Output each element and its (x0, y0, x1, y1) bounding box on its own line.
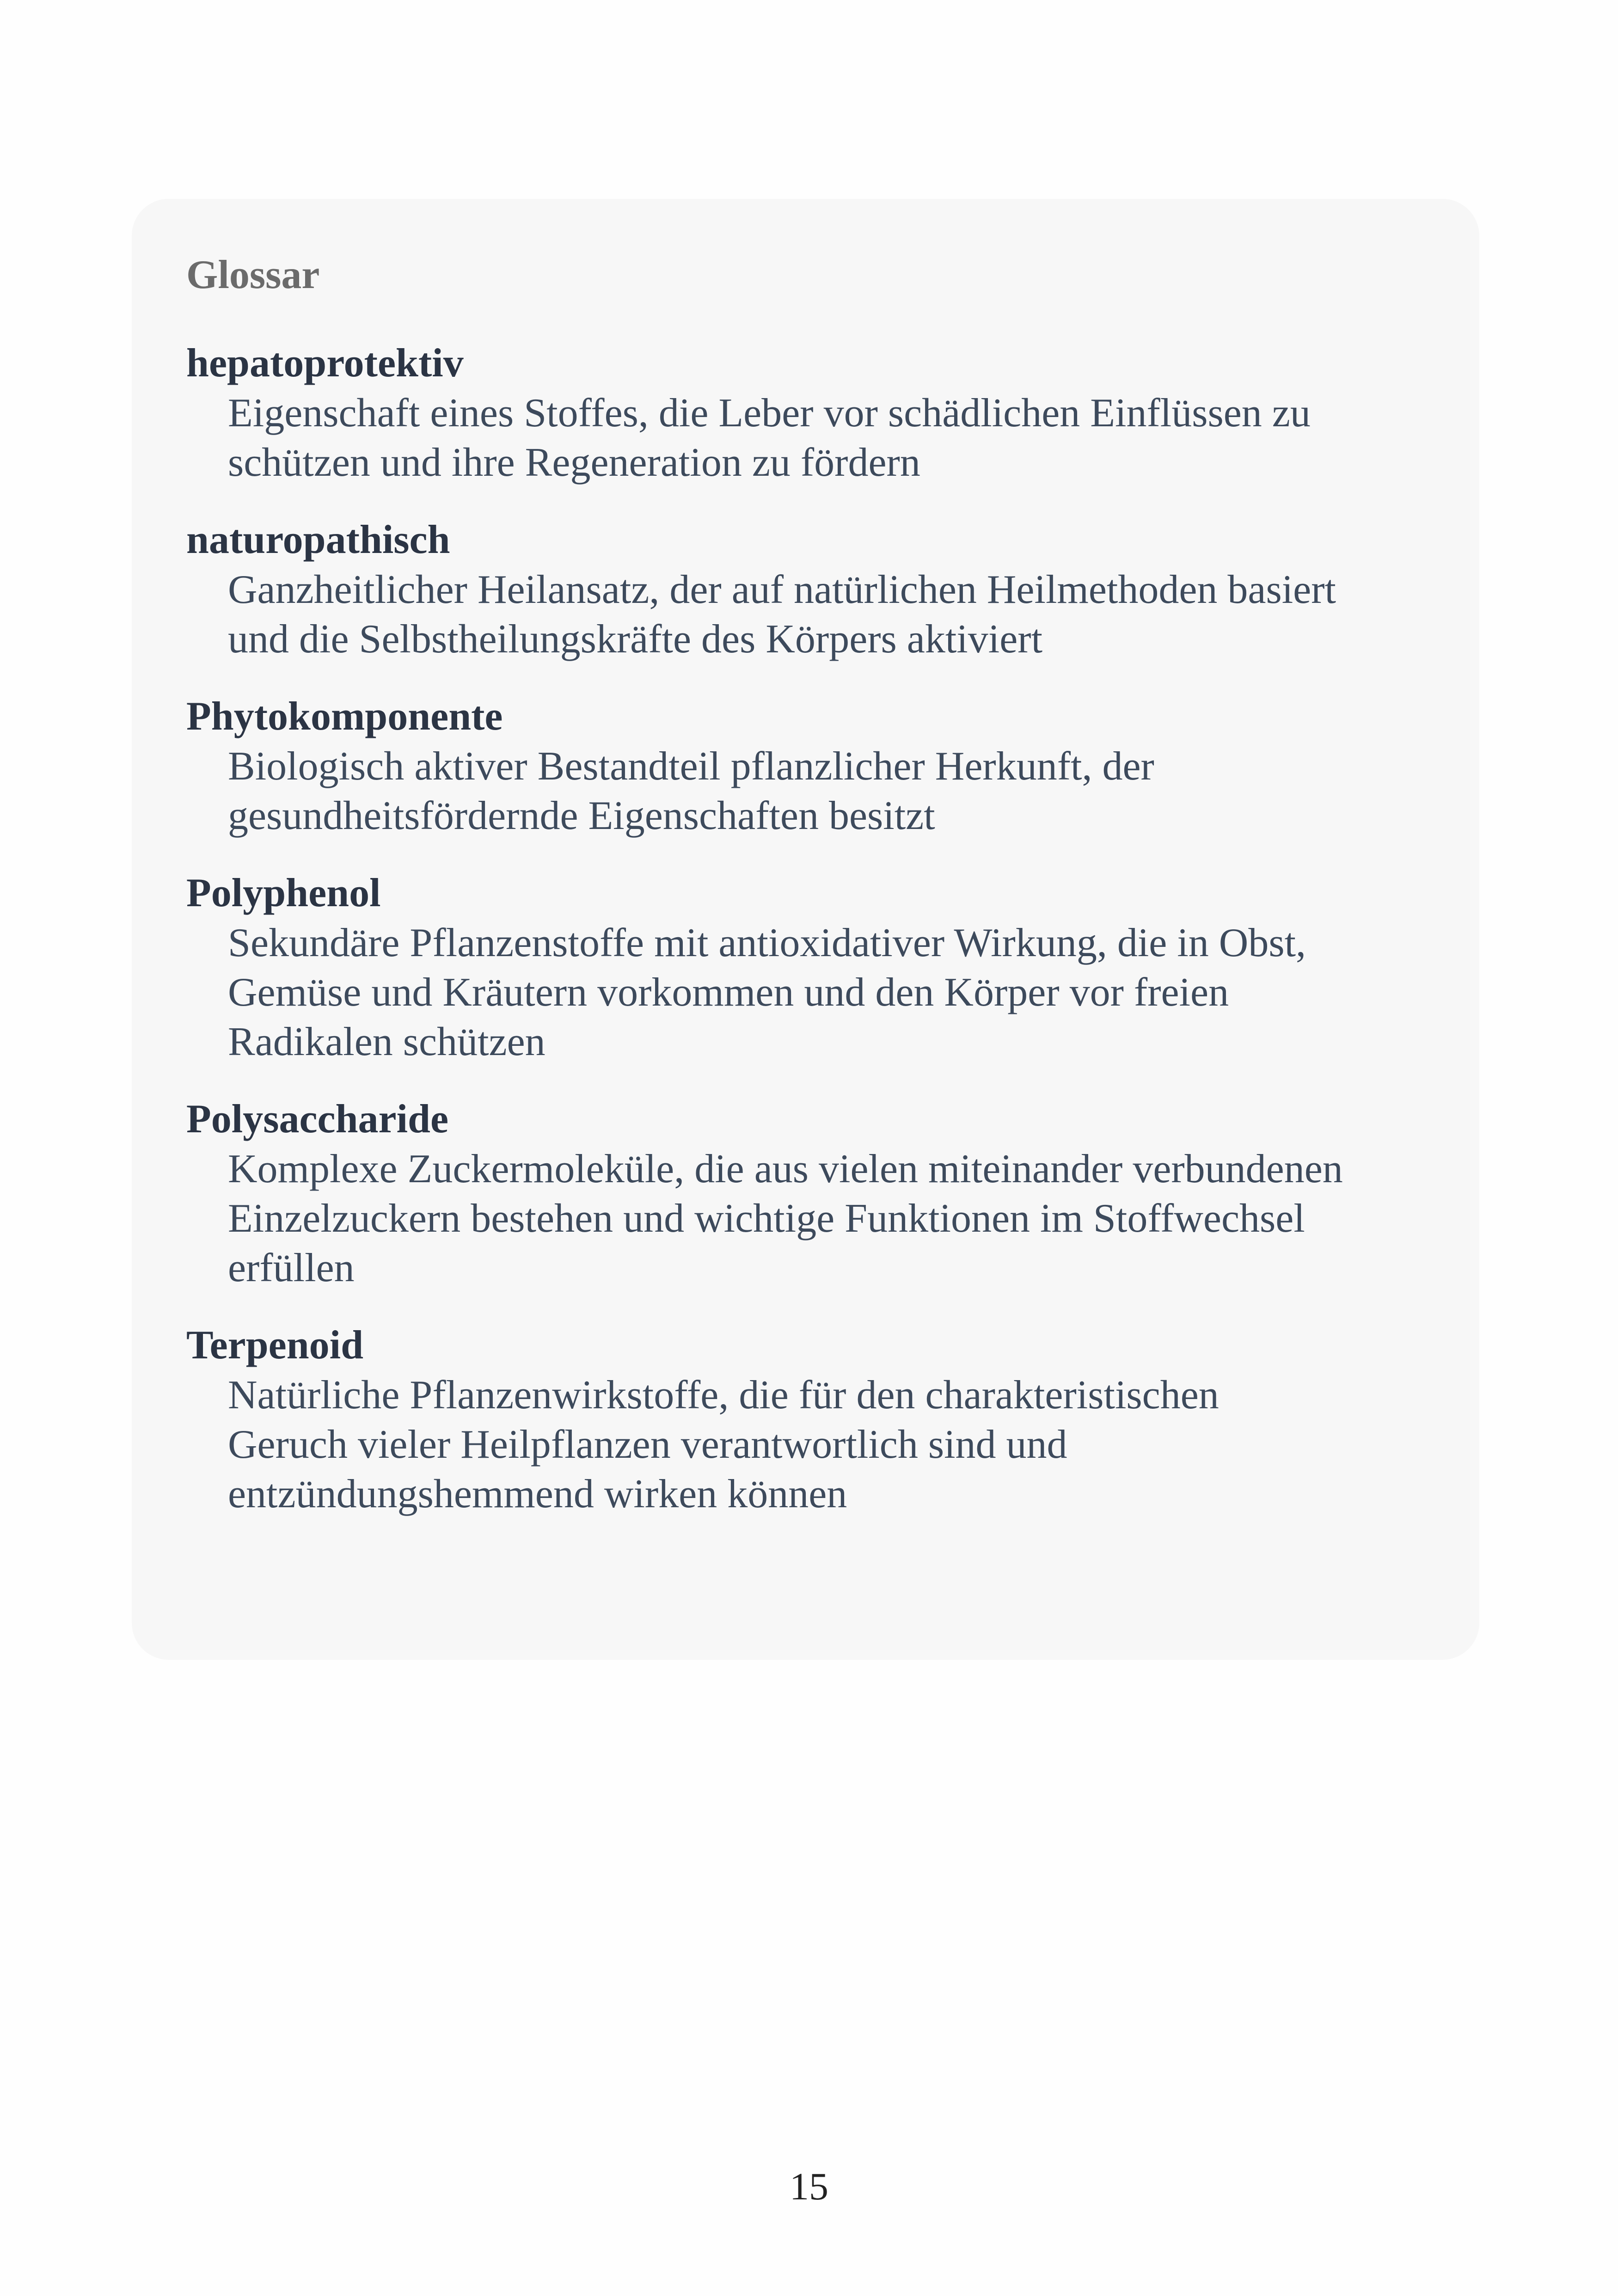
definition-line: Radikalen schützen (228, 1019, 545, 1064)
definition-line: Ganzheitlicher Heilansatz, der auf natürlichen Heilmethoden basiert (228, 567, 1336, 612)
glossary-term: naturopathisch (186, 517, 450, 562)
glossary-term: Polyphenol (186, 871, 381, 915)
definition-line: erfüllen (228, 1246, 355, 1290)
glossary-entry (186, 338, 1479, 487)
glossary-entries (186, 338, 1479, 1519)
definition-line: Natürliche Pflanzenwirkstoffe, die für den charakteristischen (228, 1373, 1219, 1418)
glossary-entry (186, 692, 1479, 841)
definition-line: gesundheitsfördernde Eigenschaften besitzt (228, 793, 935, 838)
definition-line: Geruch vieler Heilpflanzen verantwortlich sind und (228, 1422, 1067, 1467)
definition-line: Eigenschaft eines Stoffes, die Leber vor schädlichen Einflüssen zu (228, 391, 1311, 436)
glossary-entry (186, 1320, 1479, 1519)
glossary-definition (228, 1370, 1448, 1519)
glossary-definition (228, 388, 1448, 487)
definition-line: Einzelzuckern bestehen und wichtige Funktionen im Stoffwechsel (228, 1196, 1305, 1241)
glossary-entry (186, 1094, 1479, 1293)
definition-line: Komplexe Zuckermoleküle, die aus vielen miteinander verbundenen (228, 1147, 1343, 1191)
glossary-definition (228, 1144, 1448, 1293)
glossary-definition (228, 742, 1448, 841)
definition-line: schützen und ihre Regeneration zu fördern (228, 440, 920, 485)
page-number: 15 (790, 2165, 828, 2208)
glossary-title: Glossar (186, 252, 320, 297)
glossary-entry (186, 868, 1479, 1067)
definition-line: Biologisch aktiver Bestandteil pflanzlicher Herkunft, der (228, 744, 1154, 789)
definition-line: Sekundäre Pflanzenstoffe mit antioxidativer Wirkung, die in Obst, (228, 921, 1306, 965)
glossary-term: Phytokomponente (186, 694, 503, 739)
glossary-term: hepatoprotektiv (186, 341, 464, 386)
glossary-box (132, 199, 1479, 1660)
glossary-definition (228, 565, 1448, 664)
glossary-term: Terpenoid (186, 1323, 364, 1368)
definition-line: und die Selbstheilungskräfte des Körpers aktiviert (228, 617, 1043, 662)
glossary-definition (228, 918, 1448, 1067)
definition-line: entzündungshemmend wirken können (228, 1472, 847, 1516)
glossary-entry (186, 515, 1479, 664)
definition-line: Gemüse und Kräutern vorkommen und den Körper vor freien (228, 970, 1229, 1015)
glossary-term: Polysaccharide (186, 1097, 449, 1142)
